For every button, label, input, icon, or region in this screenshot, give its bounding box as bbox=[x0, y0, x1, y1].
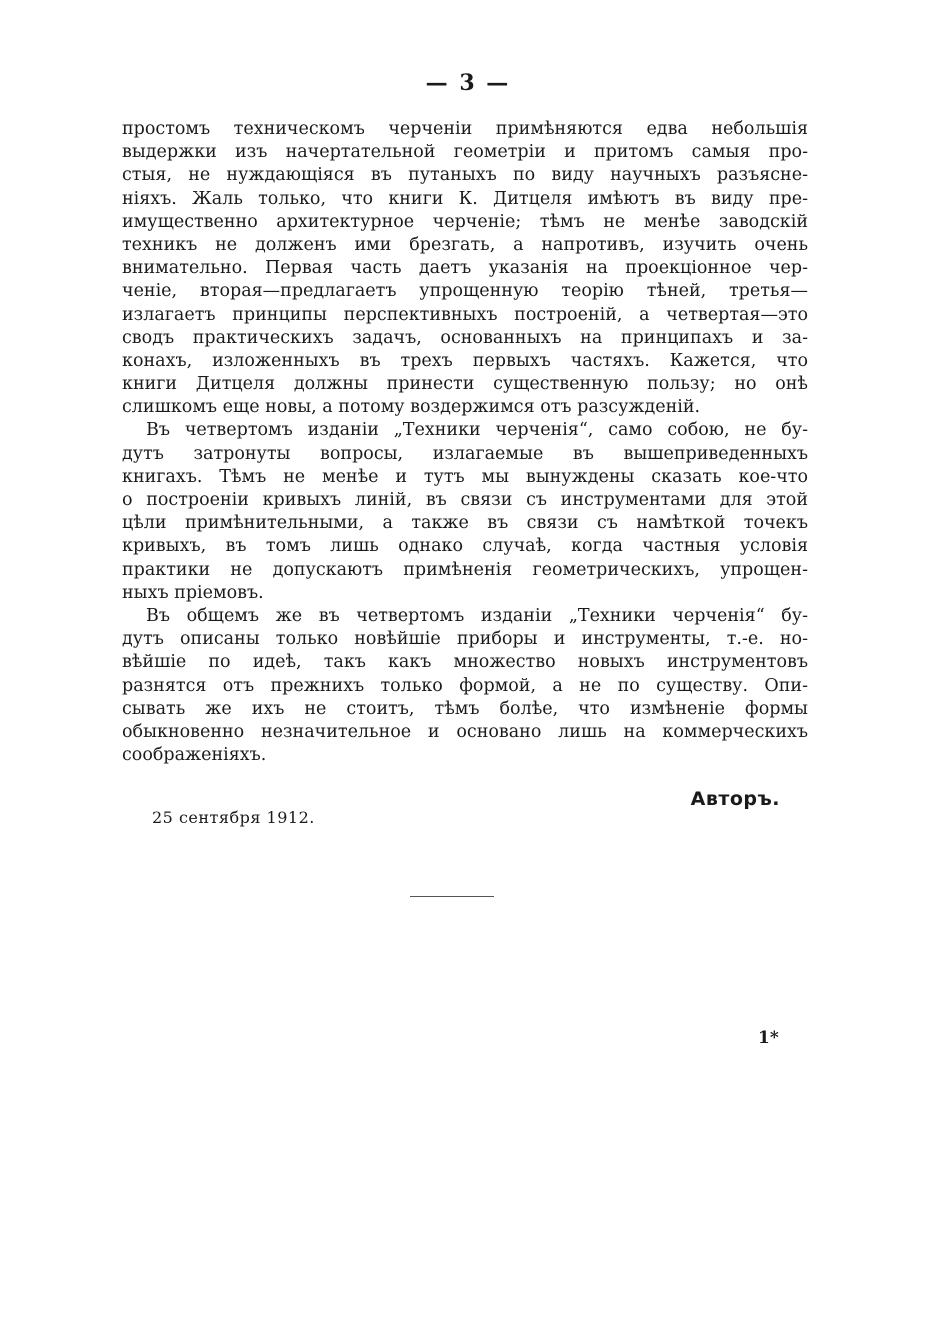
text-line: практики не допускаютъ примѣненія геометрическихъ, упрощен- bbox=[122, 559, 808, 580]
page-number: — 3 — bbox=[425, 70, 511, 96]
text-line: конахъ, изложенныхъ въ трехъ первыхъ частяхъ. Кажется, что bbox=[122, 350, 808, 371]
text-line: вѣйшіе по идеѣ, такъ какъ множество новыхъ инструментовъ bbox=[122, 652, 808, 673]
text-line: сводъ практическихъ задачъ, основанныхъ на принципахъ и за- bbox=[122, 327, 808, 348]
text-line: излагаетъ принципы перспективныхъ построеній, а четвертая—это bbox=[122, 304, 808, 325]
text-line: Въ четвертомъ изданіи „Техники черченія“, само собою, не бу- bbox=[146, 420, 808, 441]
text-line: о построеніи кривыхъ линій, въ связи съ инструментами для этой bbox=[122, 490, 808, 510]
text-line: разнятся отъ прежнихъ только формой, а не по существу. Опи- bbox=[122, 675, 808, 696]
text-line: выдержки изъ начертательной геометріи и притомъ самыя про- bbox=[122, 142, 808, 163]
text-line: внимательно. Первая часть даетъ указанія на проекціонное чер- bbox=[122, 258, 808, 279]
text-line: соображеніяхъ. bbox=[122, 745, 267, 766]
text-line: книги Дитцеля должны принести существенную пользу; но онѣ bbox=[122, 374, 808, 395]
text-line: дутъ описаны только новѣйшіе приборы и инструменты, т.-е. но- bbox=[122, 629, 808, 650]
text-line: Въ общемъ же въ четвертомъ изданіи „Техники черченія“ бу- bbox=[146, 605, 808, 626]
text-line: сывать же ихъ не стоитъ, тѣмъ болѣе, что измѣненіе формы bbox=[122, 698, 808, 719]
text-line: цѣли примѣнительными, а также въ связи съ намѣткой точекъ bbox=[122, 513, 808, 534]
text-line: слишкомъ еще новы, а потому воздержимся отъ разсужденій. bbox=[122, 397, 701, 418]
text-line: ныхъ пріемовъ. bbox=[122, 582, 264, 603]
text-line: ніяхъ. Жаль только, что книги К. Дитцеля имѣютъ въ виду пре- bbox=[122, 188, 808, 209]
text-line: простомъ техническомъ черченіи примѣняются едва небольшія bbox=[122, 119, 808, 139]
text-line: ченіе, вторая—предлагаетъ упрощенную теорію тѣней, третья— bbox=[122, 281, 808, 302]
section-divider bbox=[410, 896, 494, 897]
text-line: имущественно архитектурное черченіе; тѣмъ не менѣе заводскій bbox=[122, 211, 808, 232]
signature-mark: 1* bbox=[758, 1028, 779, 1048]
text-line: дутъ затронуты вопросы, излагаемые въ вышеприведенныхъ bbox=[122, 443, 808, 464]
date-line: 25 сентября 1912. bbox=[152, 808, 315, 827]
author-signature: Авторъ. bbox=[690, 788, 780, 810]
text-line: кривыхъ, въ томъ лишь однако случаѣ, когда частныя условія bbox=[122, 536, 808, 557]
text-line: стыя, не нуждающіяся въ путаныхъ по виду научныхъ разъясне- bbox=[122, 165, 808, 186]
text-line: техникъ не долженъ ими брезгать, а напротивъ, изучить очень bbox=[122, 234, 808, 255]
body-text bbox=[122, 118, 808, 767]
text-line: обыкновенно незначительное и основано лишь на коммерческихъ bbox=[122, 721, 808, 742]
text-line: книгахъ. Тѣмъ не менѣе и тутъ мы вынуждены сказать кое-что bbox=[122, 466, 808, 487]
